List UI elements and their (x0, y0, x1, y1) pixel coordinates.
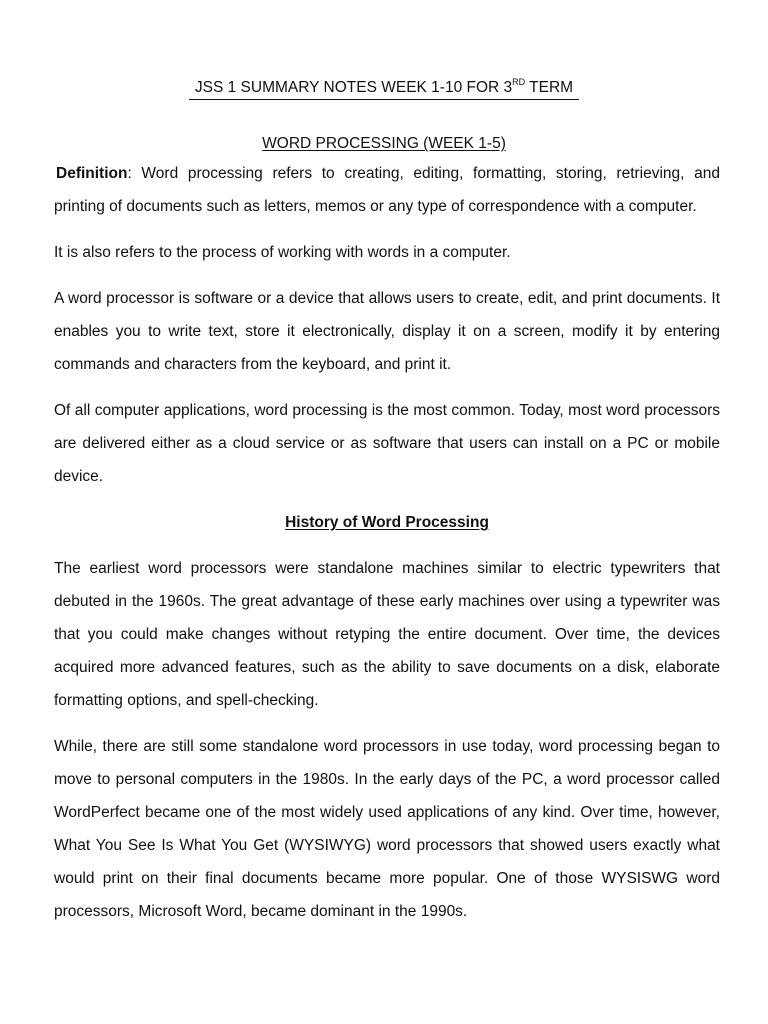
history-paragraph-1: The earliest word processors were standalone machines similar to electric typewriters that debuted in the 1960s. The great advantage of these early machines over using a typewriter was that you could make changes without retyping the entire document. Over time, the devices acquired more advanced features, such as the ability to save documents on a disk, elaborate formatting options, and spell-checking. (54, 560, 720, 709)
history-paragraph-2: While, there are still some standalone word processors in use today, word processing began to move to personal computers in the 1980s. In the early days of the PC, a word processor called WordPerfect became one of the most widely used applications of any kind. Over time, however, What You See Is What You Get (WYSIWYG) word processors that showed users exactly what would print on their final documents became more popular. One of those WYSISWG word processors, Microsoft Word, became dominant in the 1990s. (54, 738, 720, 920)
history-heading-text: History of Word Processing (285, 514, 489, 531)
section-heading (0, 134, 768, 154)
document-title (0, 78, 768, 100)
paragraph-also-refers: It is also refers to the process of working with words in a computer. (54, 244, 511, 261)
definition-label: Definition (56, 165, 128, 182)
definition-paragraph (54, 157, 720, 223)
history-heading (54, 506, 720, 539)
title-superscript: RD (512, 77, 526, 87)
title-prefix: JSS 1 SUMMARY NOTES WEEK 1-10 FOR 3 (194, 79, 513, 96)
paragraph-applications: Of all computer applications, word processing is the most common. Today, most word processors are delivered either as a cloud service or as software that users can install on a PC or mobile device. (54, 402, 720, 485)
document-title-text (189, 78, 579, 100)
paragraph-word-processor: A word processor is software or a device that allows users to create, edit, and print documents. It enables you to write text, store it electronically, display it on a screen, modify it by entering commands and characters from the keyboard, and print it. (54, 290, 720, 373)
document-body (54, 157, 720, 941)
definition-text: : Word processing refers to creating, editing, formatting, storing, retrieving, and printing of documents such as letters, memos or any type of correspondence with a computer. (54, 165, 720, 215)
title-suffix: TERM (525, 79, 574, 96)
section-heading-text: WORD PROCESSING (WEEK 1-5) (262, 135, 506, 152)
